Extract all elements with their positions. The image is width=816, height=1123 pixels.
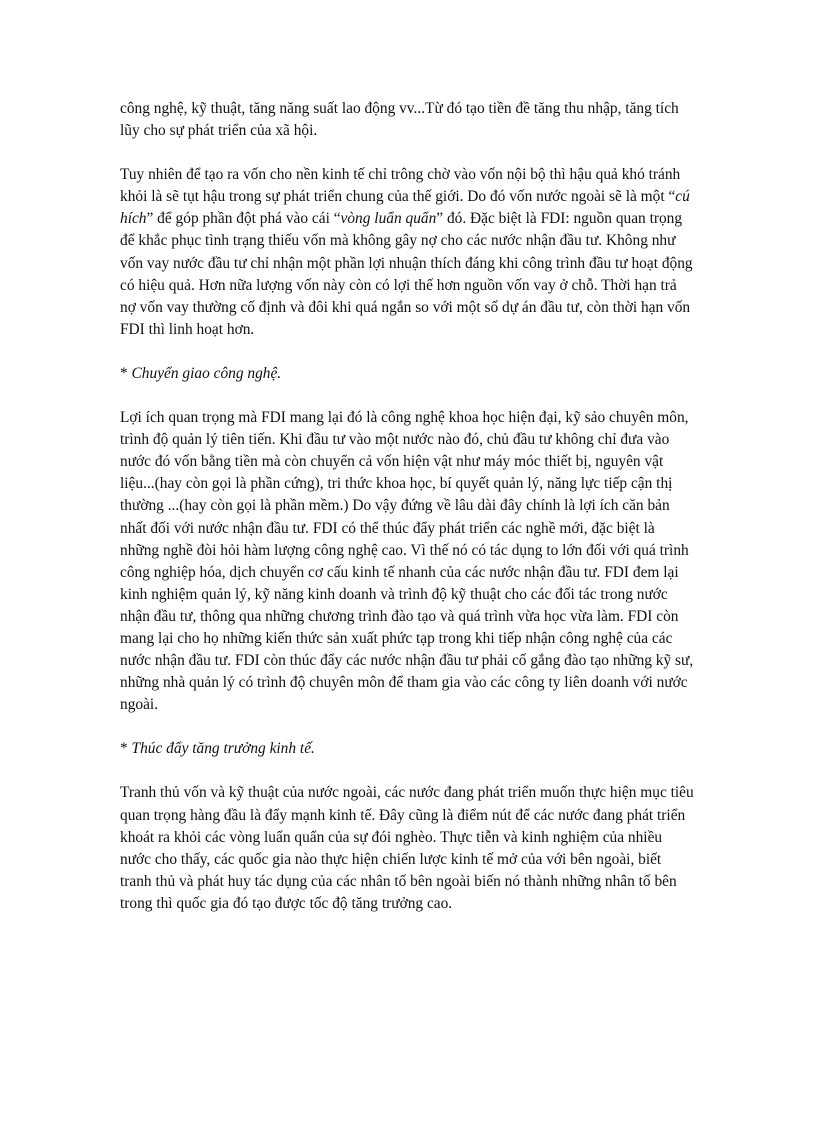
heading-bullet-mark: * [120,740,132,758]
section-heading-technology-transfer [120,363,695,385]
paragraph-foreign-capital-text-2: ” để góp phần đột phá vào cái “ [146,210,341,228]
emphasis-vong-luan-quan: vòng luẩn quẩn [340,210,437,228]
paragraph-economic-growth: Tranh thủ vốn và kỹ thuật của nước ngoài, các nước đang phát triển muốn thực hiện mục tiêu quan trọng hàng đầu là đẩy mạnh kinh tế. Đây cũng là điểm nút để các nước đang phát triển khoát ra khỏi các vòng luẩn quẩn của sự đói nghèo. Thực tiễn và kinh nghiệm của nhiều nước cho thấy, các quốc gia nào thực hiện chiến lược kinh tế mở của với bên ngoài, biết tranh thủ và phát huy tác dụng của các nhân tố bên ngoài biến nó thành những nhân tố bên trong thì quốc gia đó tạo được tốc độ tăng trưởng cao. [120,784,694,912]
paragraph-foreign-capital-text-1: Tuy nhiên để tạo ra vốn cho nền kinh tế chỉ trông chờ vào vốn nội bộ thì hậu quả khó tránh khỏi là sẽ tụt hậu trong sự phát triển chung của thế giới. Do đó vốn nước ngoài sẽ là một “ [120,166,681,206]
heading-bullet-mark: * [120,364,132,382]
document-page [120,98,695,937]
section-heading-economic-growth [120,738,695,760]
paragraph-foreign-capital-text-3: ” đó. Đặc biệt là FDI: nguồn quan trọng để khắc phục tình trạng thiếu vốn mà không gây nợ cho các nước nhận đầu tư. Không như vốn vay nước đầu tư chỉ nhận một phần lợi nhuận thích đáng khi công trình đầu tư hoạt động có hiệu quả. Hơn nữa lượng vốn này còn có lợi thế hơn nguồn vốn vay ở chỗ. Thời hạn trả nợ vốn vay thường cố định và đôi khi quá ngắn so với một số dự án đầu tư, còn thời hạn vốn FDI thì linh hoạt hơn. [120,210,693,338]
emphasis-cu-hich: cú hích [120,188,690,228]
paragraph-foreign-capital [120,164,695,341]
heading-text: Chuyển giao công nghệ. [131,364,282,382]
heading-text: Thúc đẩy tăng trưởng kinh tế. [131,740,315,758]
paragraph-technology-transfer: Lợi ích quan trọng mà FDI mang lại đó là công nghệ khoa học hiện đại, kỹ sảo chuyên môn, trình độ quản lý tiên tiến. Khi đầu tư vào một nước nào đó, chủ đầu tư không chỉ đưa vào nước đó vốn bằng tiền mà còn chuyển cả vốn hiện vật như máy móc thiết bị, nguyên vật liệu...(hay còn gọi là phần cứng), tri thức khoa học, bí quyết quản lý, năng lực tiếp cận thị thường ...(hay còn gọi là phần mềm.) Do vậy đứng về lâu dài đây chính là lợi ích căn bản nhất đối với nước nhận đầu tư. FDI có thể thúc đẩy phát triển các nghề mới, đặc biệt là những nghề đòi hỏi hàm lượng công nghệ cao. Vì thế nó có tác dụng to lớn đối với quá trình công nghiệp hóa, dịch chuyển cơ cấu kinh tế nhanh của các nước nhận đầu tư. FDI đem lại kinh nghiệm quản lý, kỹ năng kinh doanh và trình độ kỹ thuật cho các đối tác trong nước nhận đầu tư, thông qua những chương trình đào tạo và quá trình vừa học vừa làm. FDI còn mang lại cho họ những kiến thức sản xuất phức tạp trong khi tiếp nhận công nghệ của các nước nhận đầu tư. FDI còn thúc đẩy các nước nhận đầu tư phải cố gắng đào tạo những kỹ sư, những nhà quản lý có trình độ chuyên môn để tham gia vào các công ty liên doanh với nước ngoài. [120,409,694,714]
paragraph-tech-productivity: công nghệ, kỹ thuật, tăng năng suất lao động vv...Từ đó tạo tiền đề tăng thu nhập, tăng tích lũy cho sự phát triển của xã hội. [120,100,679,140]
